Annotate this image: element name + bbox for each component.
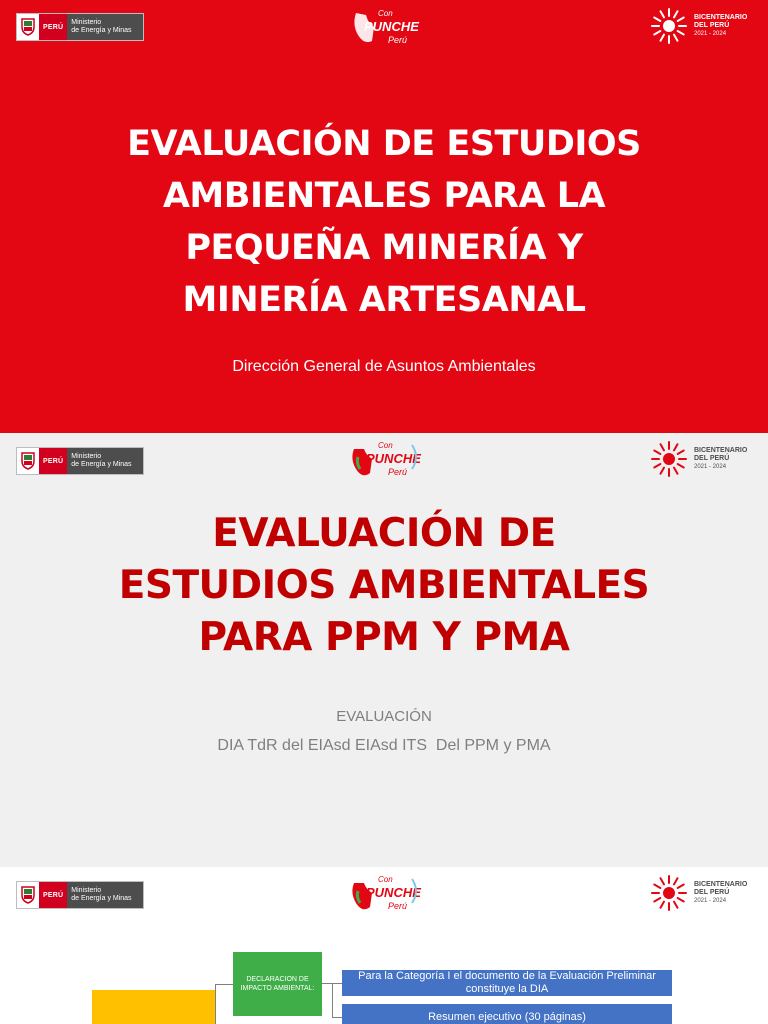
ministry-label <box>67 14 143 40</box>
executive-summary-note: Resumen ejecutivo (30 páginas) <box>342 1004 672 1024</box>
minem-logo <box>16 447 144 475</box>
bicentenario-sun-icon <box>650 7 688 45</box>
bicentenario-sun-icon <box>650 440 688 478</box>
connector-line <box>332 1017 342 1018</box>
bicentenario-line-1: BICENTENARIO <box>694 14 748 21</box>
puche-line-2: PUNCHE <box>364 19 419 34</box>
bicentenario-years: 2021 - 2024 <box>694 31 727 37</box>
ministry-label <box>67 882 143 908</box>
bicentenario-logo <box>650 874 747 912</box>
bicentenario-text <box>694 881 747 905</box>
bicentenario-line-2: DEL PERÚ <box>694 455 730 462</box>
slide-2 <box>0 433 768 867</box>
minem-logo <box>16 13 144 41</box>
ministry-label <box>67 448 143 474</box>
minem-logo <box>16 881 144 909</box>
slide-1 <box>0 0 768 433</box>
coat-of-arms-icon <box>17 14 39 40</box>
bicentenario-logo <box>650 7 747 45</box>
puche-line-1: Con <box>378 441 393 450</box>
bicentenario-line-2: DEL PERÚ <box>694 22 730 29</box>
con-punche-peru-logo <box>348 5 424 49</box>
slide-2-title: EVALUACIÓN DE ESTUDIOS AMBIENTALES PARA PPM Y PMA <box>118 511 650 660</box>
bicentenario-line-1: BICENTENARIO <box>694 881 748 888</box>
peru-label: PERÚ <box>39 14 67 40</box>
coat-of-arms-icon <box>17 448 39 474</box>
bicentenario-text <box>694 14 747 38</box>
ministry-line-1: Ministerio <box>71 887 102 894</box>
puche-line-3: Perú <box>388 35 408 45</box>
ministry-line-2: de Energía y Minas <box>71 27 132 34</box>
ministry-line-1: Ministerio <box>71 19 102 26</box>
bicentenario-text <box>694 447 747 471</box>
puche-line-2: PUNCHE <box>366 451 421 466</box>
coat-of-arms-icon <box>17 882 39 908</box>
bicentenario-line-2: DEL PERÚ <box>694 889 730 896</box>
bicentenario-sun-icon <box>650 874 688 912</box>
slide-1-subtitle: Dirección General de Asuntos Ambientales <box>232 358 536 375</box>
ministry-line-2: de Energía y Minas <box>71 895 132 902</box>
puche-line-1: Con <box>378 875 393 884</box>
puche-line-3: Perú <box>388 467 408 477</box>
slide-2-subtitle-1: EVALUACIÓN <box>336 708 432 725</box>
puche-line-2: PUNCHE <box>366 885 421 900</box>
slide-1-title: EVALUACIÓN DE ESTUDIOS AMBIENTALES PARA LA PEQUEÑA MINERÍA Y MINERÍA ARTESANAL <box>127 124 641 320</box>
bicentenario-logo <box>650 440 747 478</box>
ministry-line-1: Ministerio <box>71 453 102 460</box>
peru-label: PERÚ <box>39 448 67 474</box>
con-punche-peru-logo <box>348 437 424 481</box>
con-punche-peru-logo <box>348 871 424 915</box>
connector-line <box>332 983 333 1017</box>
dia-category-note: Para la Categoría I el documento de la Evaluación Preliminar constituye la DIA <box>342 970 672 996</box>
category-box <box>92 990 215 1024</box>
connector-line <box>215 984 216 1024</box>
ministry-line-2: de Energía y Minas <box>71 461 132 468</box>
bicentenario-line-1: BICENTENARIO <box>694 447 748 454</box>
slide-3 <box>0 867 768 1024</box>
puche-line-1: Con <box>378 9 393 18</box>
peru-label: PERÚ <box>39 882 67 908</box>
dia-box: DECLARACION DE IMPACTO AMBIENTAL: <box>233 952 322 1016</box>
bicentenario-years: 2021 - 2024 <box>694 898 727 904</box>
connector-line <box>215 984 233 985</box>
puche-line-3: Perú <box>388 901 408 911</box>
bicentenario-years: 2021 - 2024 <box>694 464 727 470</box>
slide-2-subtitle-2: DIA TdR del EIAsd EIAsd ITS Del PPM y PMA <box>217 737 551 754</box>
